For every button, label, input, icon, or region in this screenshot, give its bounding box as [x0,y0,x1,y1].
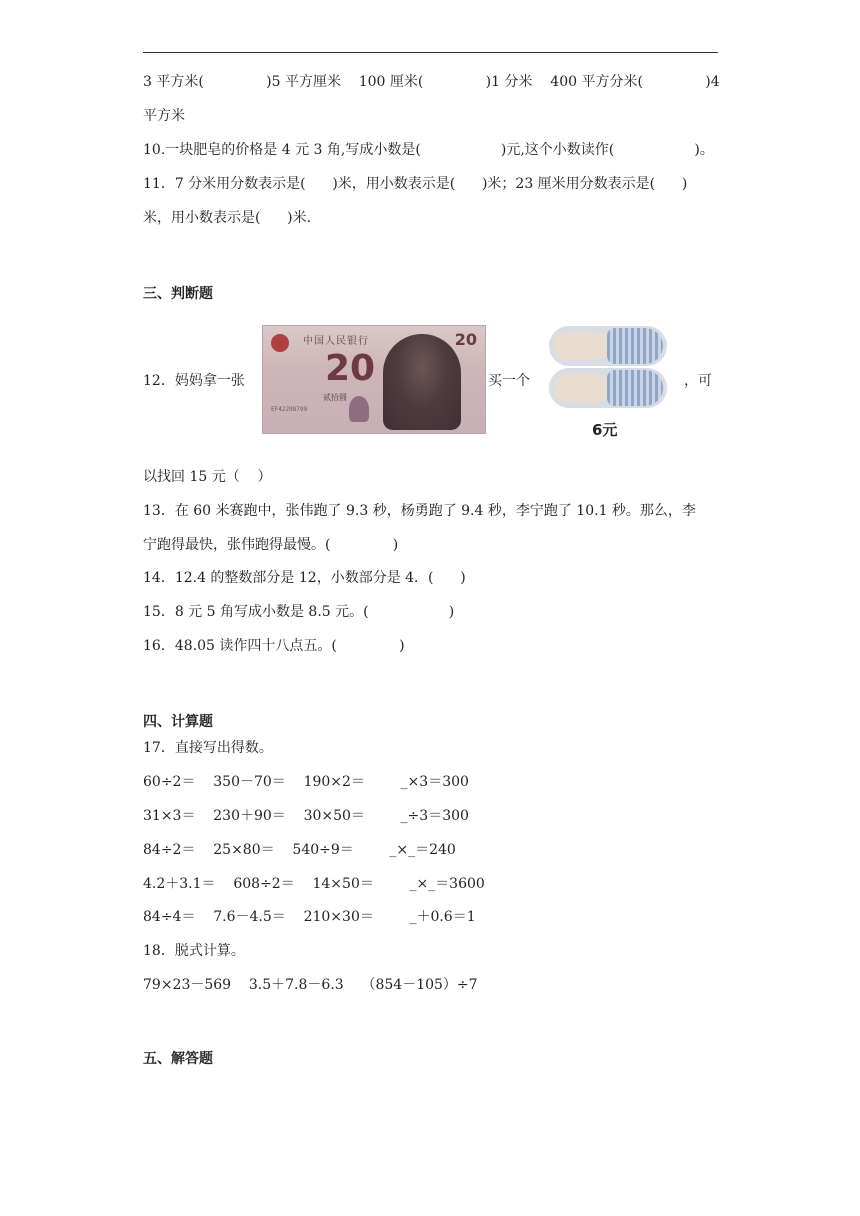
slipper-top [549,326,667,366]
slipper-price-label: 6元 [592,421,618,439]
twenty-yuan-banknote-image [262,325,486,434]
question-10: 10.一块肥皂的价格是 4 元 3 角,写成小数是( )元,这个小数读作( )。 [143,142,714,158]
slippers-image [549,322,667,417]
calc-row: 84÷4＝ 7.6－4.5＝ 210×30＝ _＋0.6＝1 [143,909,476,925]
question-12-line-2: 以找回 15 元（ ） [143,469,272,485]
question-11-line-2: 米，用小数表示是( )米. [143,210,312,226]
calc-row: 60÷2＝ 350－70＝ 190×2＝ _×3＝300 [143,774,469,790]
question-12-middle: 买一个 [488,373,530,389]
lotus-icon [349,396,369,422]
question-13-line-2: 宁跑得最快，张伟跑得最慢。( ) [143,537,399,553]
banknote-value-words: 贰拾圆 [323,393,347,402]
question-12-suffix: ，可 [684,373,712,389]
banknote-value-corner: 20 [454,330,477,349]
question-18-title: 18．脱式计算。 [143,943,245,959]
question-18-expressions: 79×23－569 3.5＋7.8－6.3 （854－105）÷7 [143,977,478,993]
national-emblem-icon [271,334,289,352]
question-14: 14．12.4 的整数部分是 12，小数部分是 4．( ) [143,570,466,586]
calc-row: 4.2＋3.1＝ 608÷2＝ 14×50＝ _×_＝3600 [143,876,485,892]
question-17-title: 17．直接写出得数。 [143,740,273,756]
question-13-line-1: 13．在 60 米赛跑中，张伟跑了 9.3 秒，杨勇跑了 9.4 秒，李宁跑了 10.1 秒。那么，李 [143,503,696,519]
top-rule [143,52,718,53]
question-15: 15．8 元 5 角写成小数是 8.5 元。( ) [143,604,455,620]
section-4-heading: 四、计算题 [143,714,213,730]
question-11-line-1: 11．7 分米用分数表示是( )米，用小数表示是( )米；23 厘米用分数表示是( ) [143,176,688,192]
question-9-line-1: 3 平方米( )5 平方厘米 100 厘米( )1 分米 400 平方分米( )4 [143,74,720,90]
banknote-bank-name: 中国人民银行 [303,336,369,347]
question-9-line-2: 平方米 [143,108,185,124]
calc-row: 84÷2＝ 25×80＝ 540÷9＝ _×_＝240 [143,842,456,858]
slipper-bottom [549,368,667,408]
section-5-heading: 五、解答题 [143,1051,213,1067]
calc-row: 31×3＝ 230＋90＝ 30×50＝ _÷3＝300 [143,808,469,824]
banknote-serial: EF42298799 [271,406,308,413]
question-12-prefix: 12．妈妈拿一张 [143,373,245,389]
section-3-heading: 三、判断题 [143,286,213,302]
question-16: 16．48.05 读作四十八点五。( ) [143,638,405,654]
portrait-image [383,334,461,430]
banknote-value: 20 [325,348,376,389]
